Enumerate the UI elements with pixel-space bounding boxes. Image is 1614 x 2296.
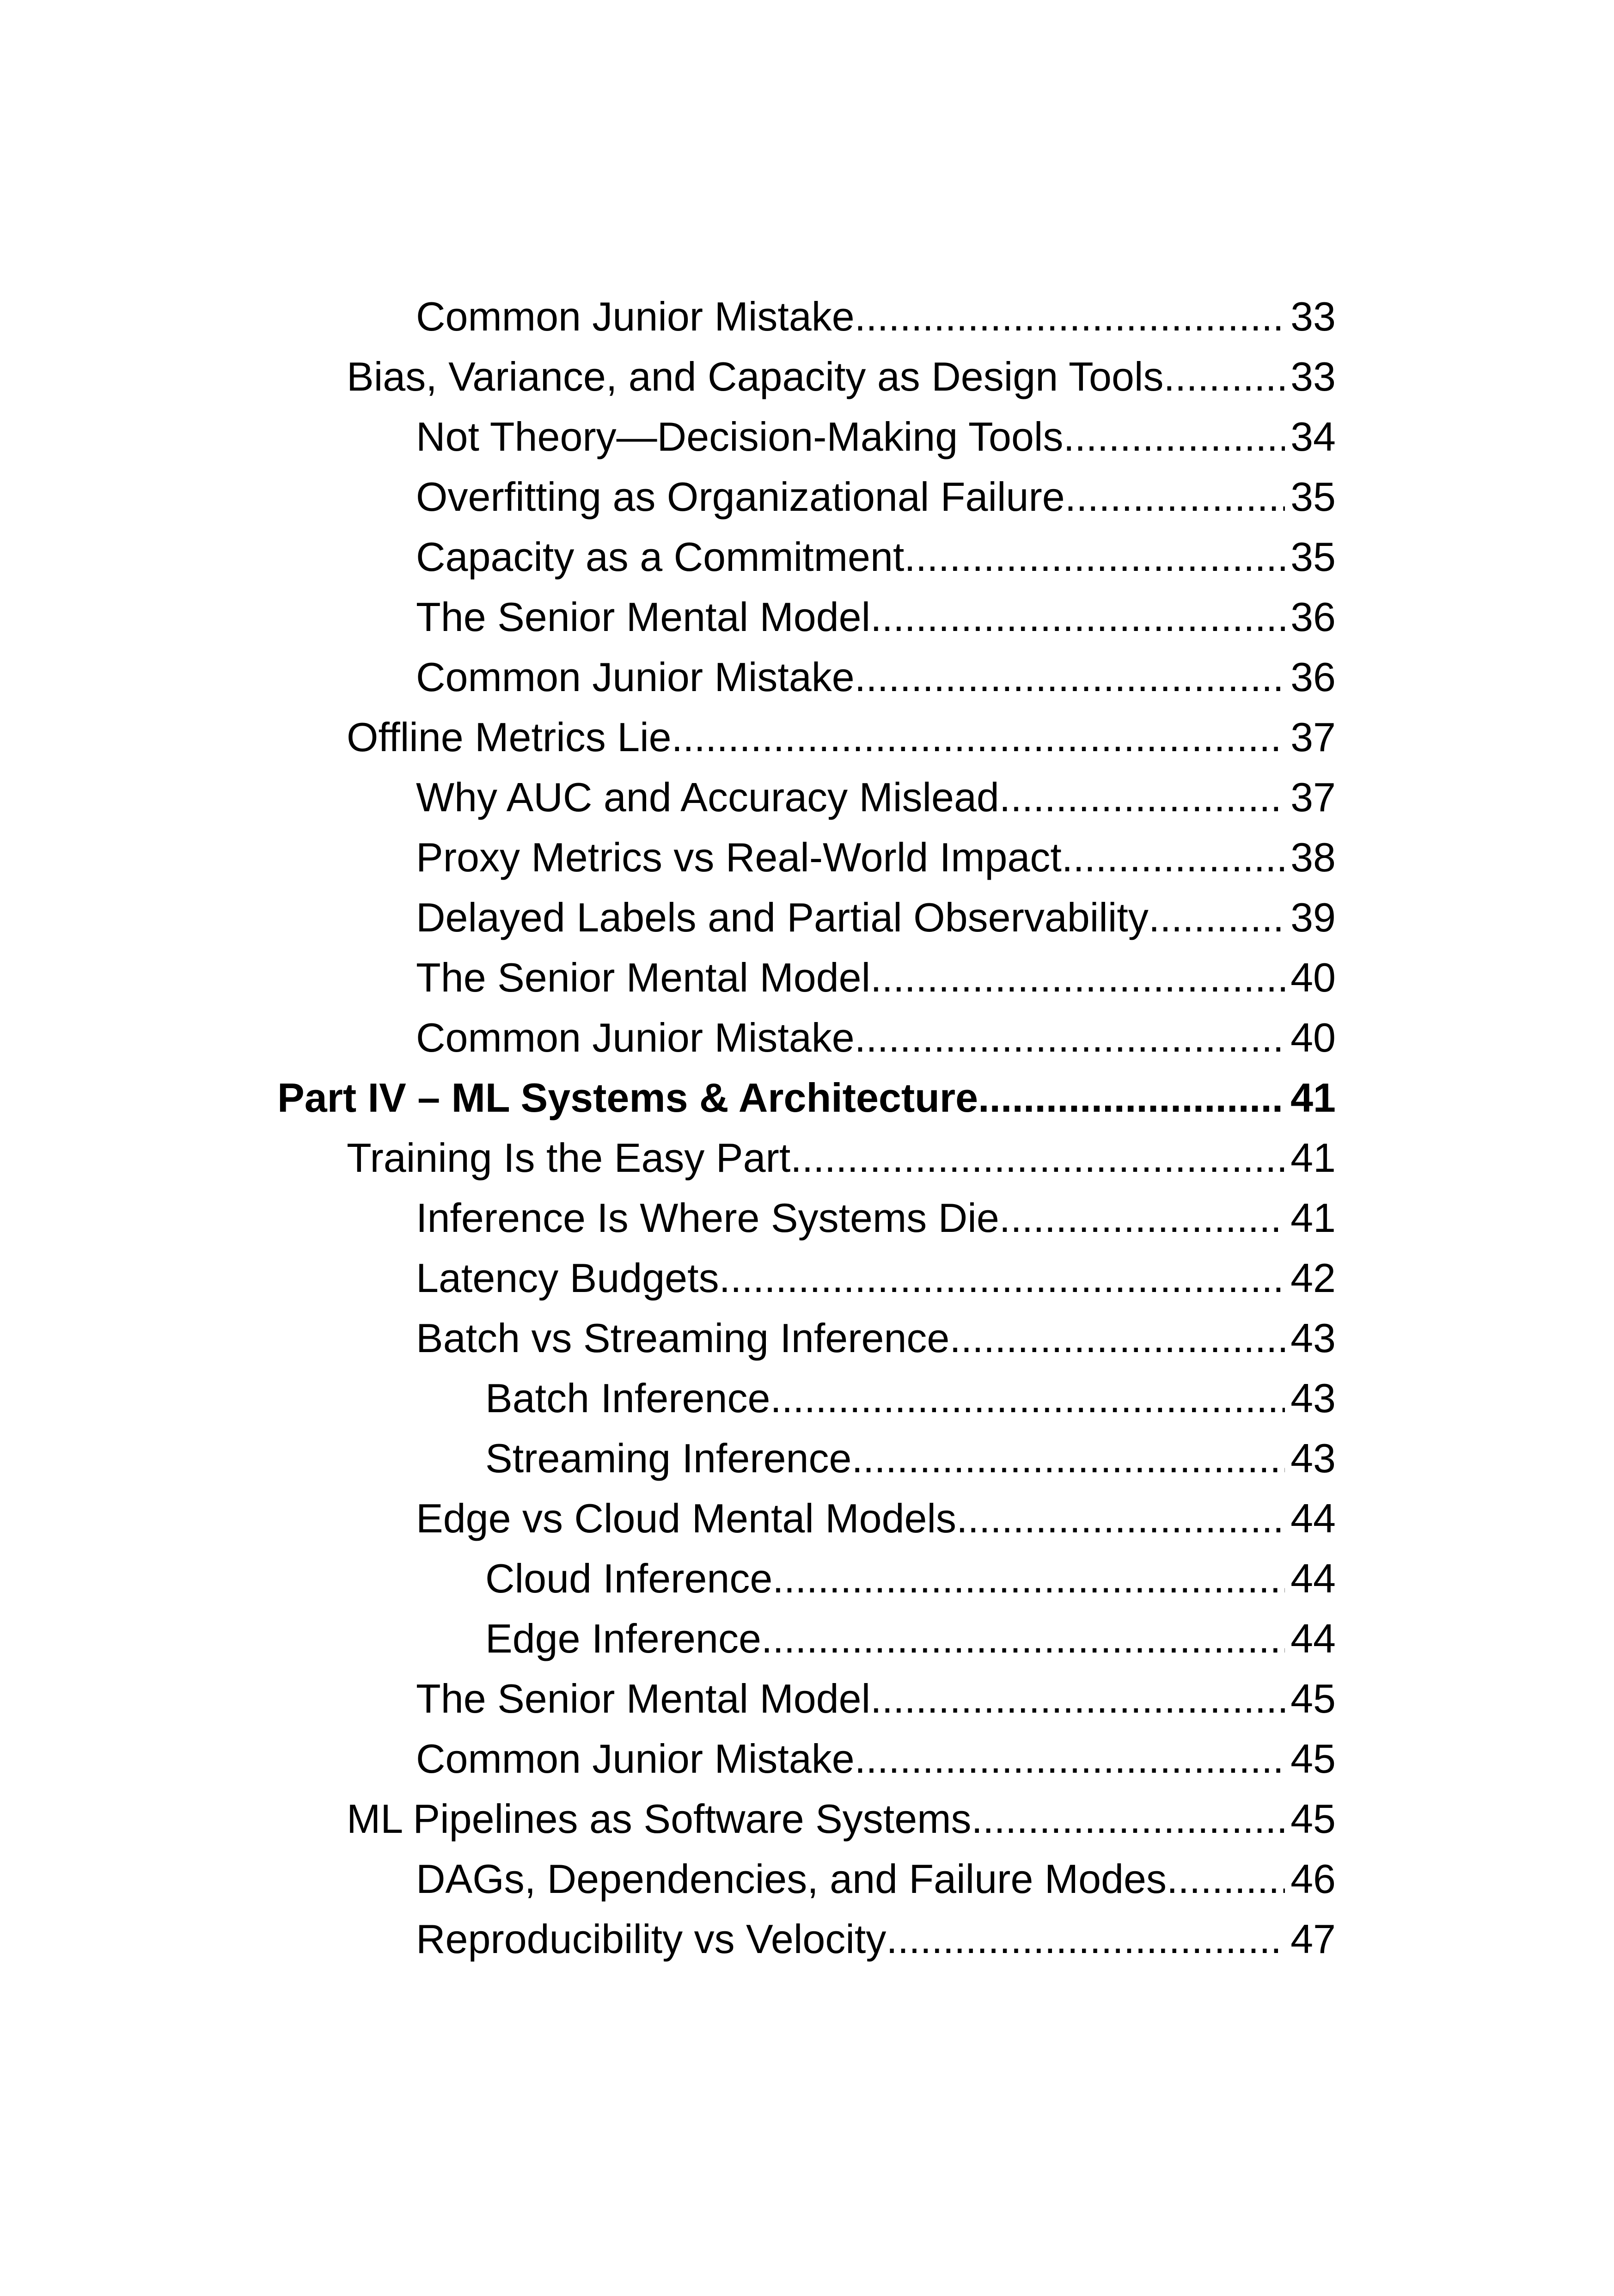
toc-entry-title: ML Pipelines as Software Systems bbox=[347, 1796, 972, 1842]
toc-entry-title: Common Junior Mistake bbox=[416, 654, 855, 700]
toc-entry[interactable] bbox=[277, 707, 1336, 767]
toc-entry-title: Latency Budgets bbox=[416, 1255, 719, 1301]
toc-page-number: 43 bbox=[1290, 1375, 1336, 1421]
dot-leader bbox=[1163, 347, 1285, 407]
toc-page-number: 33 bbox=[1290, 294, 1336, 339]
toc-entry-title: The Senior Mental Model bbox=[416, 1676, 871, 1721]
toc-page-number: 37 bbox=[1290, 774, 1336, 820]
toc-entry-title: Bias, Variance, and Capacity as Design Tools bbox=[347, 354, 1164, 399]
toc-entry[interactable] bbox=[277, 767, 1336, 827]
dot-leader bbox=[956, 1488, 1285, 1549]
toc-page-number: 43 bbox=[1290, 1315, 1336, 1361]
toc-page-number: 36 bbox=[1290, 654, 1336, 700]
dot-leader bbox=[904, 527, 1285, 587]
toc-page-number: 35 bbox=[1290, 534, 1336, 580]
toc-page-number: 36 bbox=[1290, 594, 1336, 640]
toc-entry[interactable] bbox=[277, 1729, 1336, 1789]
toc-entry[interactable] bbox=[277, 587, 1336, 647]
toc-part-heading[interactable] bbox=[277, 1068, 1336, 1128]
dot-leader bbox=[851, 1428, 1285, 1488]
toc-page-number: 40 bbox=[1290, 1015, 1336, 1060]
dot-leader bbox=[1063, 407, 1285, 467]
toc-entry-title: Delayed Labels and Partial Observability bbox=[416, 894, 1149, 940]
toc-page-number: 45 bbox=[1290, 1736, 1336, 1782]
toc-entry[interactable] bbox=[277, 948, 1336, 1008]
toc-page-number: 45 bbox=[1290, 1796, 1336, 1842]
toc-page-number: 37 bbox=[1290, 714, 1336, 760]
dot-leader bbox=[1062, 827, 1285, 888]
toc-page-number: 40 bbox=[1290, 955, 1336, 1000]
toc-entry-title: Overfitting as Organizational Failure bbox=[416, 474, 1065, 520]
dot-leader bbox=[870, 948, 1285, 1008]
toc-entry[interactable] bbox=[277, 1248, 1336, 1308]
toc-entry[interactable] bbox=[277, 1909, 1336, 1969]
toc-entry[interactable] bbox=[277, 1849, 1336, 1909]
toc-entry[interactable] bbox=[277, 467, 1336, 527]
toc-page-number: 44 bbox=[1290, 1555, 1336, 1601]
toc-entry-title: Why AUC and Accuracy Mislead bbox=[416, 774, 999, 820]
table-of-contents bbox=[0, 287, 1614, 1969]
toc-entry-title: Capacity as a Commitment bbox=[416, 534, 905, 580]
toc-entry-title: Reproducibility vs Velocity bbox=[416, 1916, 886, 1962]
dot-leader bbox=[1167, 1849, 1285, 1909]
toc-entry[interactable] bbox=[277, 1669, 1336, 1729]
toc-page-number: 33 bbox=[1290, 354, 1336, 399]
dot-leader bbox=[999, 767, 1285, 827]
toc-entry-title: Edge Inference bbox=[485, 1616, 761, 1661]
toc-page-number: 44 bbox=[1290, 1616, 1336, 1661]
dot-leader bbox=[1149, 888, 1285, 948]
toc-page-number: 39 bbox=[1290, 894, 1336, 940]
toc-entry-title: Batch Inference bbox=[485, 1375, 770, 1421]
toc-entry-title: The Senior Mental Model bbox=[416, 955, 871, 1000]
toc-entry[interactable] bbox=[277, 1308, 1336, 1368]
dot-leader bbox=[761, 1609, 1285, 1669]
toc-entry-title: Streaming Inference bbox=[485, 1435, 852, 1481]
toc-entry[interactable] bbox=[277, 1128, 1336, 1188]
toc-entry-title: DAGs, Dependencies, and Failure Modes bbox=[416, 1856, 1167, 1902]
toc-entry[interactable] bbox=[277, 1789, 1336, 1849]
dot-leader bbox=[855, 1008, 1285, 1068]
toc-entry[interactable] bbox=[277, 1549, 1336, 1609]
toc-page-number: 44 bbox=[1290, 1495, 1336, 1541]
toc-page-number: 45 bbox=[1290, 1676, 1336, 1721]
toc-entry-title: Inference Is Where Systems Die bbox=[416, 1195, 999, 1241]
toc-entry-title: Part IV – ML Systems & Architecture bbox=[277, 1075, 978, 1120]
toc-entry[interactable] bbox=[277, 1008, 1336, 1068]
dot-leader bbox=[1065, 467, 1285, 527]
toc-entry[interactable] bbox=[277, 1188, 1336, 1248]
toc-page-number: 35 bbox=[1290, 474, 1336, 520]
dot-leader bbox=[855, 647, 1285, 707]
toc-entry-title: Proxy Metrics vs Real-World Impact bbox=[416, 834, 1062, 880]
toc-page-number: 42 bbox=[1290, 1255, 1336, 1301]
toc-entry[interactable] bbox=[277, 827, 1336, 888]
dot-leader bbox=[949, 1308, 1285, 1368]
toc-entry-title: Common Junior Mistake bbox=[416, 1015, 855, 1060]
dot-leader bbox=[855, 1729, 1285, 1789]
toc-entry-title: Common Junior Mistake bbox=[416, 294, 855, 339]
toc-entry-title: Training Is the Easy Part bbox=[347, 1135, 791, 1181]
dot-leader bbox=[672, 707, 1285, 767]
toc-page-number: 41 bbox=[1290, 1075, 1336, 1120]
toc-entry-title: Cloud Inference bbox=[485, 1555, 773, 1601]
toc-entry-title: Common Junior Mistake bbox=[416, 1736, 855, 1782]
toc-entry[interactable] bbox=[277, 1428, 1336, 1488]
toc-entry-title: Offline Metrics Lie bbox=[347, 714, 672, 760]
dot-leader bbox=[855, 287, 1285, 347]
toc-page-number: 43 bbox=[1290, 1435, 1336, 1481]
toc-page-number: 38 bbox=[1290, 834, 1336, 880]
toc-page-number: 47 bbox=[1290, 1916, 1336, 1962]
dot-leader bbox=[870, 587, 1285, 647]
dot-leader bbox=[978, 1068, 1285, 1128]
dot-leader bbox=[719, 1248, 1285, 1308]
toc-entry[interactable] bbox=[277, 287, 1336, 347]
toc-entry[interactable] bbox=[277, 1488, 1336, 1549]
toc-page-number: 41 bbox=[1290, 1135, 1336, 1181]
dot-leader bbox=[772, 1549, 1285, 1609]
dot-leader bbox=[886, 1909, 1285, 1969]
toc-entry-title: Not Theory—Decision-Making Tools bbox=[416, 414, 1064, 459]
toc-entry-title: Batch vs Streaming Inference bbox=[416, 1315, 950, 1361]
dot-leader bbox=[999, 1188, 1285, 1248]
toc-page-number: 34 bbox=[1290, 414, 1336, 459]
toc-entry-title: Edge vs Cloud Mental Models bbox=[416, 1495, 957, 1541]
dot-leader bbox=[972, 1789, 1285, 1849]
toc-entry[interactable] bbox=[277, 1368, 1336, 1428]
dot-leader bbox=[770, 1368, 1285, 1428]
toc-entry[interactable] bbox=[277, 527, 1336, 587]
toc-page-number: 41 bbox=[1290, 1195, 1336, 1241]
toc-entry[interactable] bbox=[277, 347, 1336, 407]
dot-leader bbox=[790, 1128, 1285, 1188]
toc-page-number: 46 bbox=[1290, 1856, 1336, 1902]
toc-entry[interactable] bbox=[277, 647, 1336, 707]
toc-entry-title: The Senior Mental Model bbox=[416, 594, 871, 640]
toc-entry[interactable] bbox=[277, 1609, 1336, 1669]
dot-leader bbox=[870, 1669, 1285, 1729]
toc-entry[interactable] bbox=[277, 407, 1336, 467]
toc-entry[interactable] bbox=[277, 888, 1336, 948]
